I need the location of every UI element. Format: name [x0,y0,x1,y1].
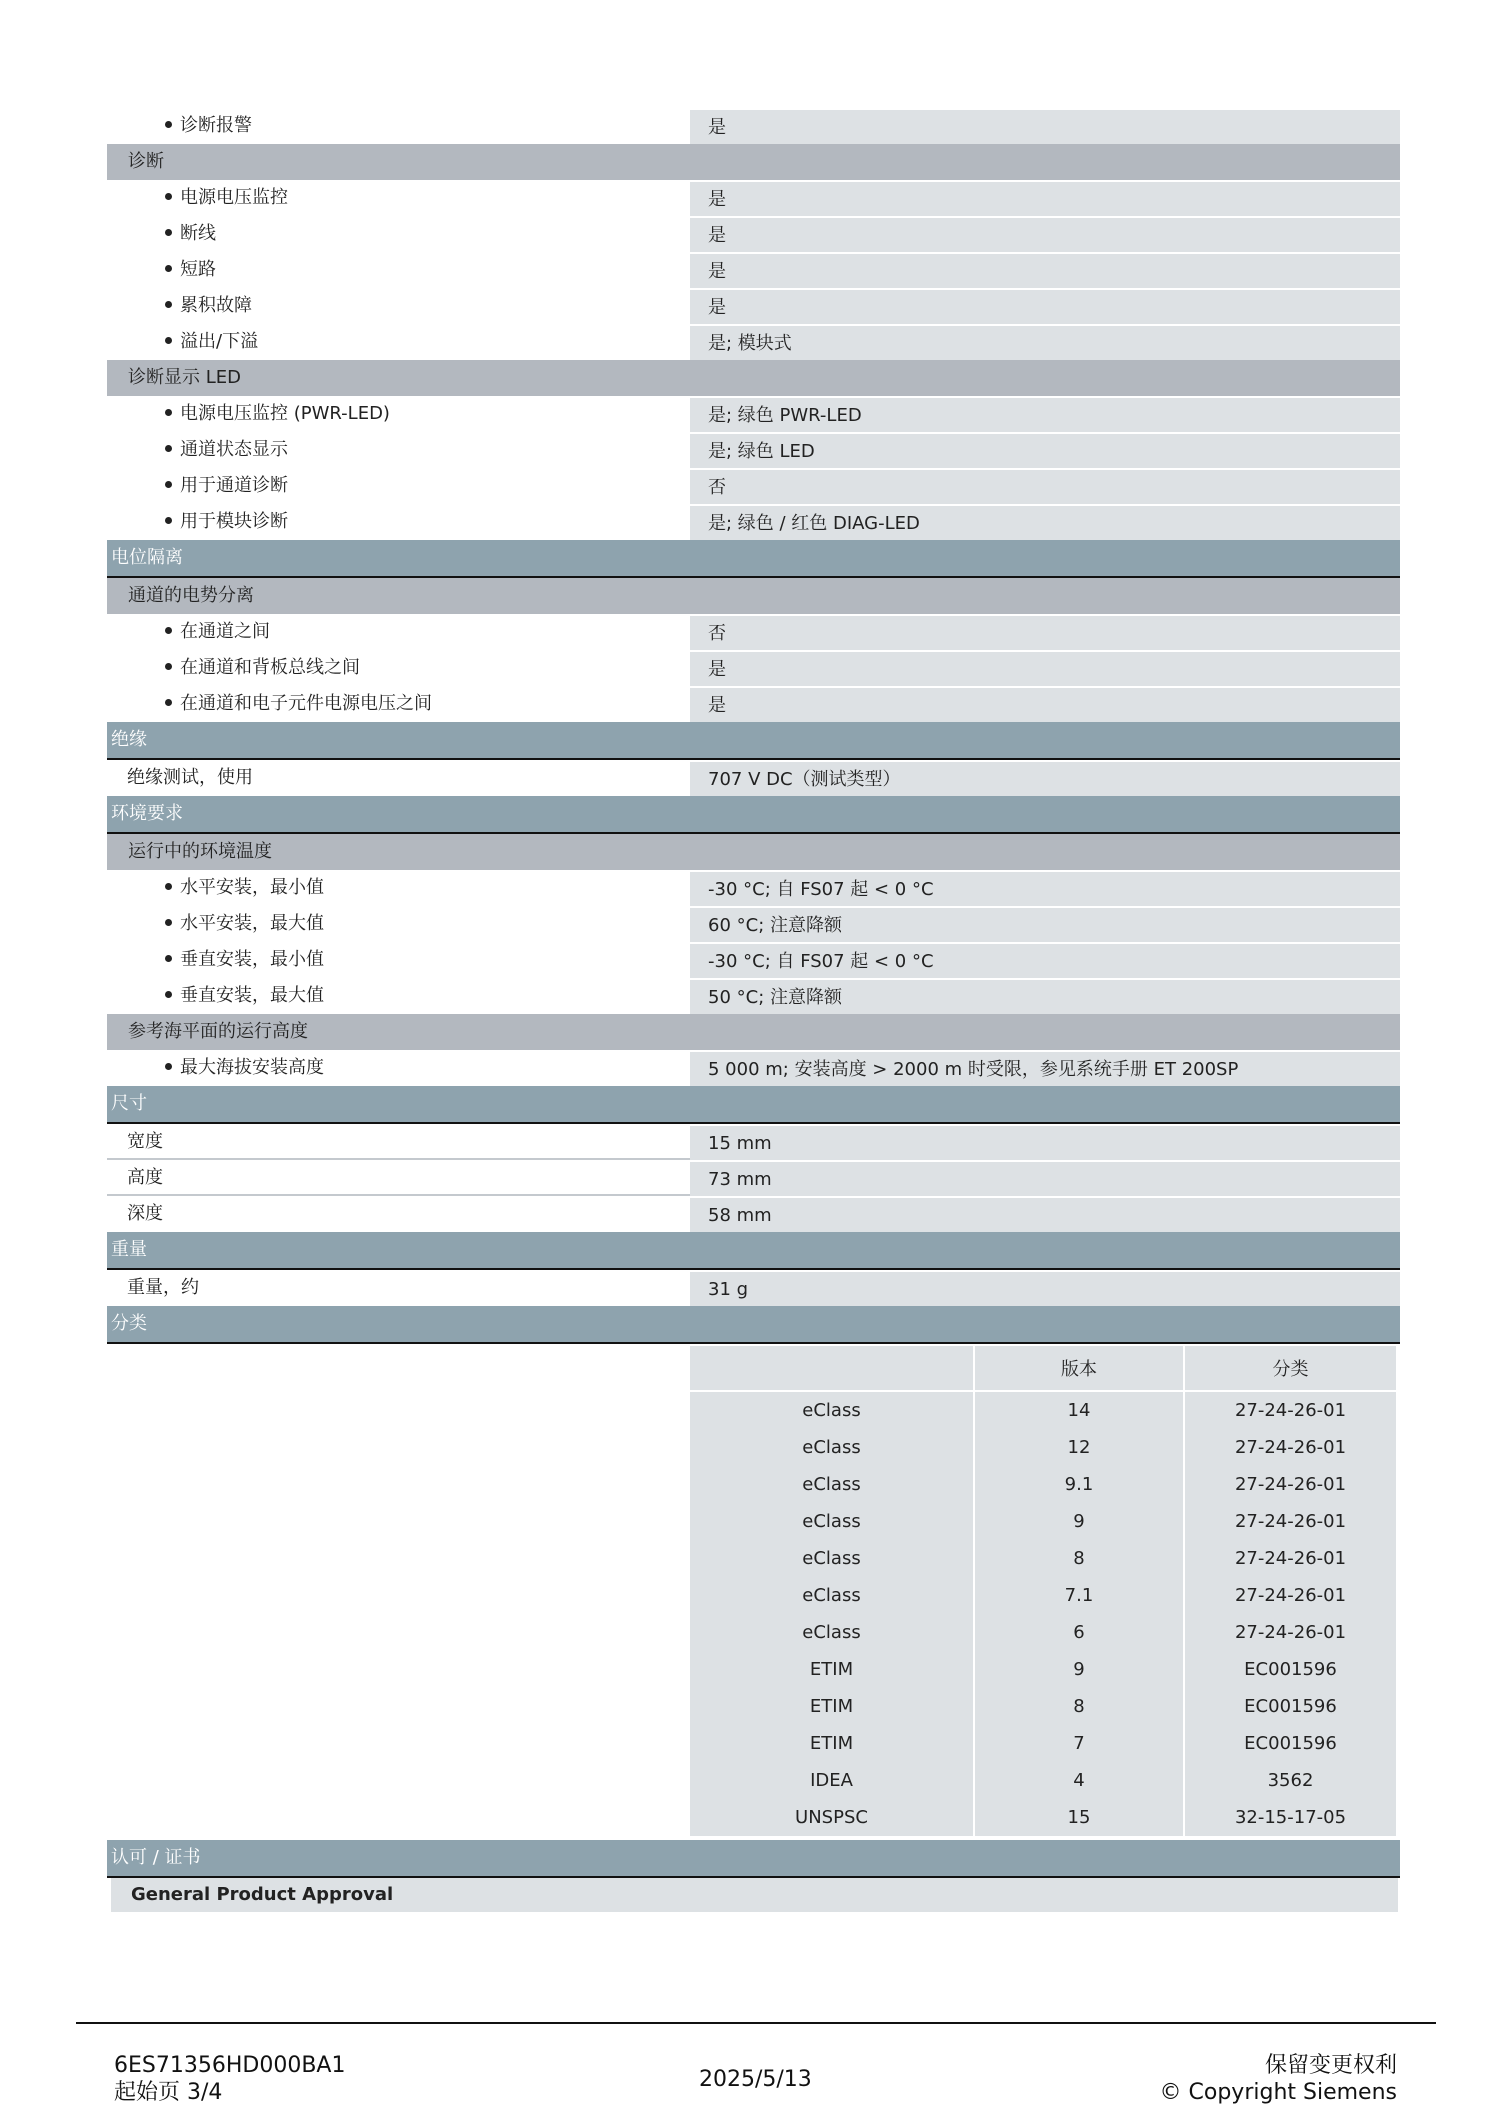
classification-class: EC001596 [1184,1651,1396,1688]
bullet-icon [165,229,172,236]
classification-system: UNSPSC [690,1799,974,1836]
spec-label-text: 诊断显示 LED [128,367,241,388]
spec-label [107,288,690,324]
spec-value: 是 [690,650,1400,686]
spec-value [690,578,1400,614]
spec-label [107,108,690,144]
classification-class: 27-24-26-01 [1184,1577,1396,1614]
spec-label-text: 溢出/下溢 [180,331,259,352]
spec-sheet [107,108,1400,1912]
classification-class: 32-15-17-05 [1184,1799,1396,1836]
section-label: 认可 / 证书 [111,1847,201,1868]
spec-value [690,144,1400,180]
spec-row [107,216,1400,252]
spec-value: 是 [690,180,1400,216]
classification-block [107,1346,1400,1836]
classification-class: 27-24-26-01 [1184,1503,1396,1540]
classification-system: eClass [690,1540,974,1577]
spec-label-text: 用于模块诊断 [180,511,288,532]
section-header-approvals [107,1840,1400,1878]
spec-row [107,504,1400,540]
spec-row [107,180,1400,216]
spec-row [107,870,1400,906]
classification-row [690,1651,1396,1688]
classification-system: eClass [690,1577,974,1614]
section-header [107,1232,1400,1270]
spec-label [107,432,690,468]
bullet-icon [165,337,172,344]
spec-label [107,396,690,432]
bullet-icon [165,481,172,488]
spec-value: 是 [690,216,1400,252]
bullet-icon [165,663,172,670]
spec-label-text: 垂直安装，最大值 [180,985,324,1006]
classification-header-row [690,1346,1396,1391]
spec-label [107,834,690,870]
spec-label [107,978,690,1014]
spec-row [107,1270,1400,1306]
spec-value: 是; 绿色 PWR-LED [690,396,1400,432]
spec-value: 是; 模块式 [690,324,1400,360]
footer-right [1160,2052,1397,2106]
classification-table [690,1346,1396,1836]
spec-value: 是 [690,686,1400,722]
spec-label [107,1232,690,1268]
spec-label [107,468,690,504]
spec-label [107,252,690,288]
spec-label-text: 分类 [111,1313,147,1334]
spec-value: 58 mm [690,1196,1400,1232]
spec-label [107,1050,690,1086]
bullet-icon [165,919,172,926]
classification-system: eClass [690,1391,974,1429]
spec-label-text: 在通道之间 [180,621,270,642]
spec-label [107,1014,690,1050]
spec-label-text: 通道的电势分离 [128,585,254,606]
spec-label [107,216,690,252]
spec-label-text: 重量，约 [127,1277,199,1298]
spec-row [107,614,1400,650]
spec-value: -30 °C; 自 FS07 起 < 0 °C [690,942,1400,978]
page-number: 起始页 3/4 [114,2080,223,2105]
spec-row [107,288,1400,324]
spec-label-text: 电位隔离 [111,547,183,568]
spec-value [690,1086,1400,1122]
spec-label [107,686,690,722]
spec-value [690,722,1400,758]
spec-label-text: 重量 [111,1239,147,1260]
spec-value: 是 [690,252,1400,288]
copyright: © Copyright Siemens [1159,2080,1397,2105]
spec-rows [107,108,1400,1344]
footer-left [114,2052,345,2106]
spec-label [107,324,690,360]
spec-row [107,396,1400,432]
classification-version: 7 [974,1725,1184,1762]
spec-label-text: 尺寸 [111,1093,147,1114]
classification-row [690,1466,1396,1503]
spec-label [107,614,690,650]
spec-label [107,1124,690,1160]
classification-row [690,1540,1396,1577]
spec-label [107,144,690,180]
spec-label-text: 在通道和背板总线之间 [180,657,360,678]
classification-version: 9.1 [974,1466,1184,1503]
spec-label-text: 环境要求 [111,803,183,824]
classification-header-version: 版本 [974,1346,1184,1391]
classification-system: eClass [690,1429,974,1466]
bullet-icon [165,883,172,890]
spec-label-text: 最大海拔安装高度 [180,1057,324,1078]
spec-row [107,432,1400,468]
spec-row [107,942,1400,978]
spec-value: 否 [690,614,1400,650]
spec-label [107,360,690,396]
spec-row [107,1124,1400,1160]
classification-header-system [690,1346,974,1391]
spec-value [690,360,1400,396]
classification-class: 27-24-26-01 [1184,1614,1396,1651]
spec-value [690,834,1400,870]
bullet-icon [165,265,172,272]
spec-label-text: 诊断报警 [180,115,252,136]
approval-general-product: General Product Approval [111,1878,1398,1912]
bullet-icon [165,699,172,706]
bullet-icon [165,301,172,308]
classification-version: 15 [974,1799,1184,1836]
spec-label [107,796,690,832]
spec-row [107,108,1400,144]
classification-class: 27-24-26-01 [1184,1391,1396,1429]
classification-row [690,1799,1396,1836]
spec-row [107,650,1400,686]
spec-label-text: 高度 [127,1167,163,1188]
bullet-icon [165,627,172,634]
bullet-icon [165,121,172,128]
spec-row [107,1050,1400,1086]
classification-version: 6 [974,1614,1184,1651]
part-number: 6ES71356HD000BA1 [114,2053,346,2078]
classification-row [690,1429,1396,1466]
spec-value: 15 mm [690,1124,1400,1160]
spec-value: 是; 绿色 / 红色 DIAG-LED [690,504,1400,540]
spec-label-text: 宽度 [127,1131,163,1152]
spec-value: 60 °C; 注意降额 [690,906,1400,942]
spec-label [107,1270,690,1306]
spec-row [107,686,1400,722]
spec-row [107,978,1400,1014]
subsection-header [107,578,1400,614]
rights-notice: 保留变更权利 [1264,2053,1397,2078]
classification-header-class: 分类 [1184,1346,1396,1391]
spec-value: 707 V DC（测试类型） [690,760,1400,796]
spec-label [107,504,690,540]
spec-label [107,180,690,216]
spec-row [107,1160,1400,1196]
section-header [107,1086,1400,1124]
spec-row [107,760,1400,796]
spec-label [107,650,690,686]
spec-value: 50 °C; 注意降额 [690,978,1400,1014]
classification-version: 8 [974,1688,1184,1725]
section-header [107,1306,1400,1344]
spec-label-text: 绝缘 [111,729,147,750]
classification-row [690,1577,1396,1614]
classification-system: ETIM [690,1688,974,1725]
spec-label [107,722,690,758]
section-header [107,722,1400,760]
spec-value [690,1306,1400,1342]
classification-system: ETIM [690,1725,974,1762]
spec-value: 31 g [690,1270,1400,1306]
section-header [107,796,1400,834]
spec-label [107,540,690,576]
spec-label-text: 深度 [127,1203,163,1224]
subsection-header [107,144,1400,180]
spec-label [107,870,690,906]
classification-row [690,1503,1396,1540]
classification-version: 8 [974,1540,1184,1577]
spec-label-text: 电源电压监控 (PWR-LED) [180,403,390,424]
spec-row [107,324,1400,360]
spec-label [107,760,690,796]
spec-label-text: 绝缘测试，使用 [127,767,253,788]
spec-value [690,796,1400,832]
classification-class: 27-24-26-01 [1184,1466,1396,1503]
spec-label-text: 用于通道诊断 [180,475,288,496]
spec-row [107,906,1400,942]
spec-value: 73 mm [690,1160,1400,1196]
bullet-icon [165,445,172,452]
spec-value [690,1014,1400,1050]
bullet-icon [165,1063,172,1070]
classification-class: 3562 [1184,1762,1396,1799]
classification-version: 12 [974,1429,1184,1466]
spec-label [107,942,690,978]
spec-value: 是 [690,108,1400,144]
spec-value: -30 °C; 自 FS07 起 < 0 °C [690,870,1400,906]
spec-label-text: 累积故障 [180,295,252,316]
classification-version: 9 [974,1503,1184,1540]
spec-value: 是 [690,288,1400,324]
spec-label-text: 通道状态显示 [180,439,288,460]
classification-version: 7.1 [974,1577,1184,1614]
spec-label [107,1086,690,1122]
classification-row [690,1391,1396,1429]
spec-label-text: 短路 [180,259,216,280]
classification-system: eClass [690,1503,974,1540]
subsection-header [107,1014,1400,1050]
classification-version: 9 [974,1651,1184,1688]
spec-value: 5 000 m; 安装高度 > 2000 m 时受限，参见系统手册 ET 200SP [690,1050,1400,1086]
spec-row [107,1196,1400,1232]
spec-label-text: 在通道和电子元件电源电压之间 [180,693,432,714]
bullet-icon [165,409,172,416]
classification-system: eClass [690,1466,974,1503]
spec-value [690,1232,1400,1268]
classification-version: 14 [974,1391,1184,1429]
classification-class: 27-24-26-01 [1184,1429,1396,1466]
spec-value: 否 [690,468,1400,504]
section-header [107,540,1400,578]
footer-date: 2025/5/13 [699,2067,812,2092]
spec-label [107,906,690,942]
classification-class: EC001596 [1184,1688,1396,1725]
classification-class: EC001596 [1184,1725,1396,1762]
spec-label [107,1196,690,1232]
spec-label [107,1160,690,1196]
bullet-icon [165,517,172,524]
spec-row [107,252,1400,288]
classification-version: 4 [974,1762,1184,1799]
spec-label-text: 运行中的环境温度 [128,841,272,862]
classification-row [690,1614,1396,1651]
classification-system: ETIM [690,1651,974,1688]
subsection-header [107,360,1400,396]
spec-label-text: 垂直安装，最小值 [180,949,324,970]
bullet-icon [165,955,172,962]
spec-label-text: 诊断 [128,151,164,172]
classification-system: eClass [690,1614,974,1651]
spec-label-text: 水平安装，最大值 [180,913,324,934]
subsection-header [107,834,1400,870]
classification-class: 27-24-26-01 [1184,1540,1396,1577]
spec-label [107,1306,690,1342]
bullet-icon [165,193,172,200]
spec-label-text: 电源电压监控 [180,187,288,208]
classification-system: IDEA [690,1762,974,1799]
footer-divider [76,2022,1436,2024]
spec-row [107,468,1400,504]
classification-row [690,1762,1396,1799]
spec-label [107,578,690,614]
spec-label-text: 参考海平面的运行高度 [128,1021,308,1042]
classification-row [690,1688,1396,1725]
bullet-icon [165,991,172,998]
classification-row [690,1725,1396,1762]
spec-value: 是; 绿色 LED [690,432,1400,468]
spec-label-text: 水平安装，最小值 [180,877,324,898]
spec-value [690,540,1400,576]
spec-label-text: 断线 [180,223,216,244]
